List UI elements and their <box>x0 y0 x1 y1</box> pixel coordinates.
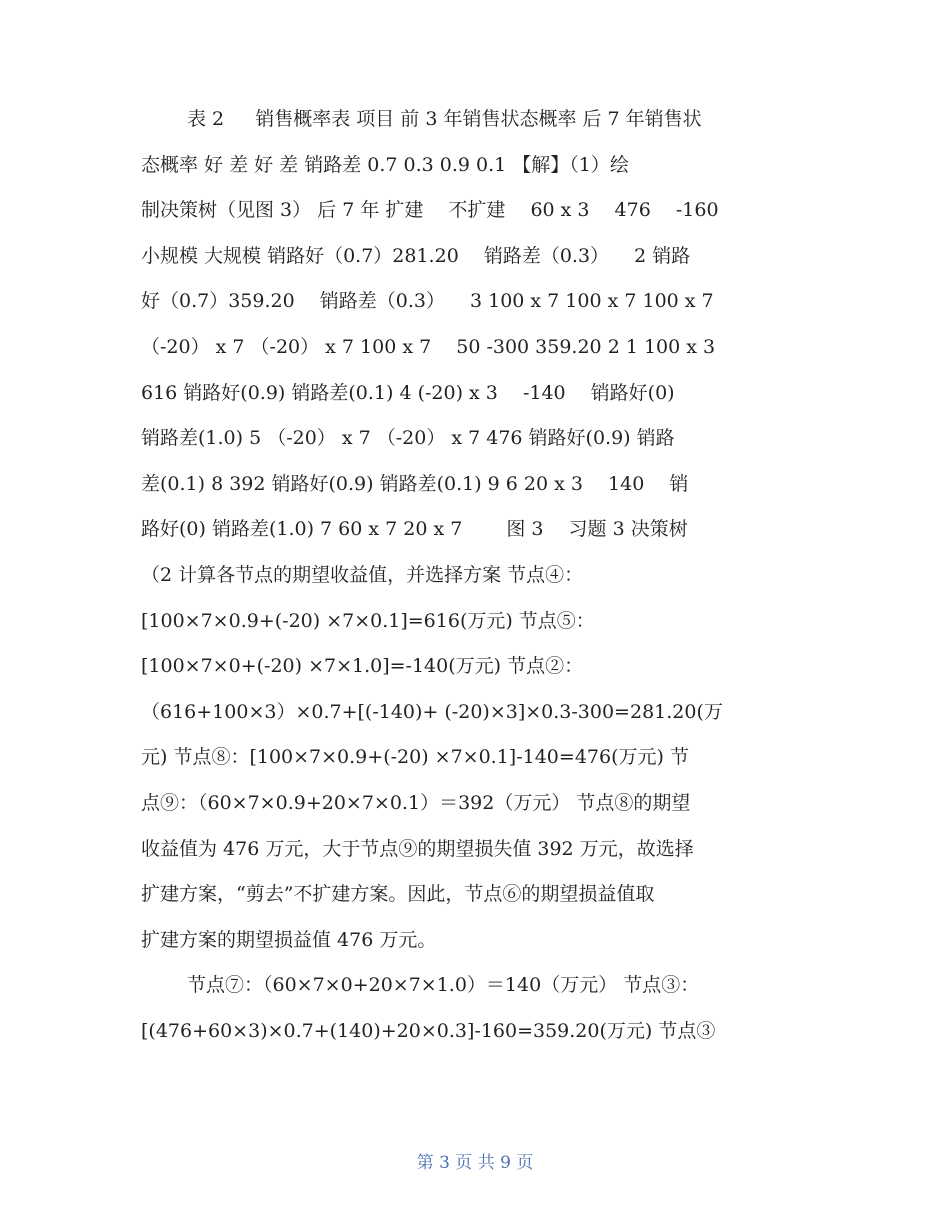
text-line: 点⑨：（60×7×0.9+20×7×0.1）＝392（万元） 节点⑧的期望 <box>141 791 691 814</box>
text-line: [100×7×0.9+(-20) ×7×0.1]=616(万元) 节点⑤： <box>141 609 595 632</box>
text-line: 收益值为 476 万元，大于节点⑨的期望损失值 392 万元，故选择 <box>141 837 694 860</box>
text-line: 元) 节点⑧：[100×7×0.9+(-20) ×7×0.1]-140=476(万元) 节 <box>141 746 689 769</box>
text-line: 扩建方案，“剪去”不扩建方案。因此，节点⑥的期望损益值取 <box>141 883 655 906</box>
text-line: 616 销路好(0.9) 销路差(0.1) 4 (-20) x 3 -140 销路好(0) <box>141 381 675 404</box>
text-line: 路好(0) 销路差(1.0) 7 60 x 7 20 x 7 图 3 习题 3 决策树 <box>141 518 688 541</box>
document-body <box>141 97 809 1054</box>
text-line: 扩建方案的期望损益值 476 万元。 <box>141 928 437 951</box>
page-number-footer: 第 3 页 共 9 页 <box>416 1153 534 1173</box>
text-line: 节点⑦：（60×7×0+20×7×1.0）＝140（万元） 节点③： <box>187 974 700 997</box>
text-line: [(476+60×3)×0.7+(140)+20×0.3]-160=359.20(万元) 节点③ <box>141 1019 716 1042</box>
text-line: 态概率 好 差 好 差 销路差 0.7 0.3 0.9 0.1 【解】（1）绘 <box>141 153 629 176</box>
text-line: （2 计算各节点的期望收益值，并选择方案 节点④： <box>141 563 584 586</box>
text-line: 好（0.7）359.20 销路差（0.3） 3 100 x 7 100 x 7 100 x 7 <box>141 290 714 313</box>
text-line: （-20） x 7 （-20） x 7 100 x 7 50 -300 359.20 2 1 100 x 3 <box>141 335 716 358</box>
text-line: 销路差(1.0) 5 （-20） x 7 （-20） x 7 476 销路好(0.9) 销路 <box>141 427 675 450</box>
text-line: 小规模 大规模 销路好（0.7）281.20 销路差（0.3） 2 销路 <box>141 244 691 267</box>
text-line: （616+100×3）×0.7+[(-140)+ (-20)×3]×0.3-300=281.20(万 <box>141 700 723 723</box>
text-line: 表 2 销售概率表 项目 前 3 年销售状态概率 后 7 年销售状 <box>187 108 702 130</box>
text-line: 制决策树（见图 3） 后 7 年 扩建 不扩建 60 x 3 476 -160 <box>141 199 719 222</box>
text-line: 差(0.1) 8 392 销路好(0.9) 销路差(0.1) 9 6 20 x 3 140 销 <box>141 472 689 495</box>
text-line: [100×7×0+(-20) ×7×1.0]=-140(万元) 节点②： <box>141 655 584 678</box>
